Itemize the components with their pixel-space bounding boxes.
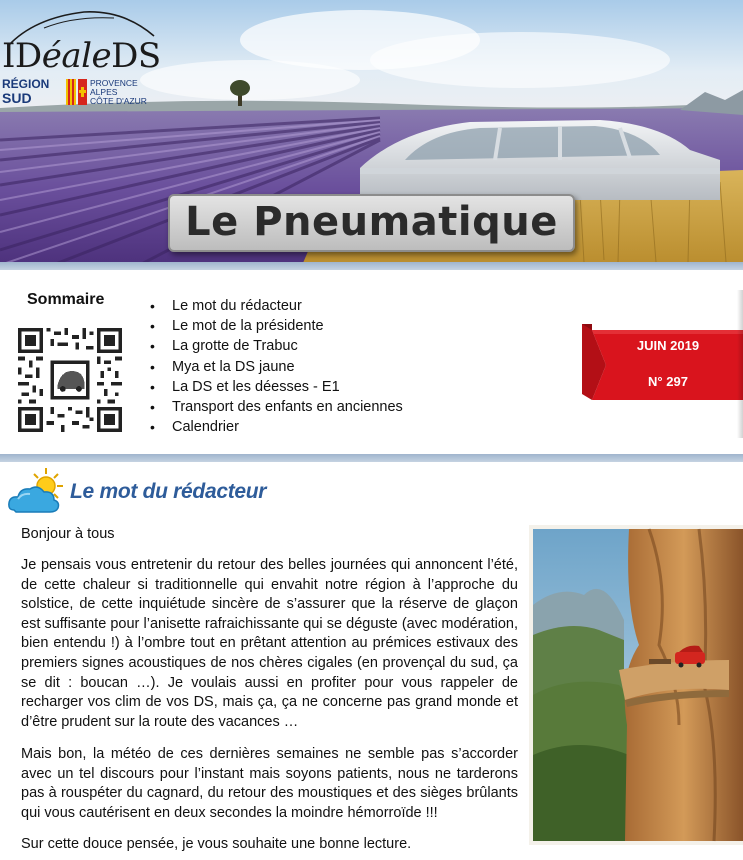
issue-date: JUIN 2019 xyxy=(636,338,700,353)
table-of-contents xyxy=(0,270,743,454)
article-greeting: Bonjour à tous xyxy=(21,526,115,542)
panel-shadow xyxy=(737,290,743,438)
header-banner xyxy=(0,0,743,270)
contents-item: • Le mot de la présidente xyxy=(150,316,403,336)
newsletter-title-plate xyxy=(168,194,575,252)
provence-label: PROVENCE ALPES CÔTE D'AZUR xyxy=(90,78,147,106)
newsletter-title: Le Pneumatique xyxy=(185,199,558,245)
contents-list xyxy=(150,296,403,437)
sommaire-heading: Sommaire xyxy=(27,291,105,308)
article-title: Le mot du rédacteur xyxy=(70,480,267,503)
mountain-road-photo xyxy=(529,525,743,845)
issue-number: N° 297 xyxy=(648,374,688,389)
article-paragraph: Sur cette douce pensée, je vous souhaite une bonne lecture. xyxy=(21,836,412,852)
issue-ribbon xyxy=(582,324,743,406)
contents-item: • Transport des enfants en anciennes xyxy=(150,397,403,417)
contents-item: • Le mot du rédacteur xyxy=(150,296,403,316)
region-flag-icon xyxy=(66,79,76,105)
section-divider xyxy=(0,454,743,462)
qr-code-icon xyxy=(18,328,122,432)
region-cross-icon xyxy=(78,79,87,105)
sun-cloud-icon xyxy=(8,466,66,516)
contents-item: • La grotte de Trabuc xyxy=(150,336,403,356)
region-label: RÉGION SUD xyxy=(2,77,50,106)
contents-item: • La DS et les déesses - E1 xyxy=(150,377,403,397)
banner-divider xyxy=(0,262,743,270)
contents-item: • Calendrier xyxy=(150,417,403,437)
article-paragraph: Mais bon, la météo de ces dernières semaines ne semble pas s’accorder avec un tel discours pour l’instant mais soyons patients, nous ne tarderons pas à rouspéter du cagnard, du retour des moustiques et des sièges brûlants qui vous cautérisent en deux secondes la moindre hémorroïde !!! xyxy=(21,746,518,821)
logo-title: IDéaleDS xyxy=(2,36,161,76)
contents-item: • Mya et la DS jaune xyxy=(150,357,403,377)
article-paragraph: Je pensais vous entretenir du retour des belles journées qui annoncent l’été, de cette chaleur si traditionnelle qui envahit notre région à l’approche du solstice, de cette inquiétude sincère de s’assurer que la réserve de glaçon est suffisante pour l’anisette rafraichissante qui se déguste (avec modération, bien entendu !) à l’ombre tout en prêtant attention au prémices estivaux des premiers signes acoustiques de nos chères cigales (en provençal du sud, ça se dit : boucan …). Je voulais aussi en profiter pour vous rappeler de recharger vos clim de vos DS, mais ça, ça ne concerne pas grand monde et d’être prudent sur la route des vacances … xyxy=(21,557,518,730)
